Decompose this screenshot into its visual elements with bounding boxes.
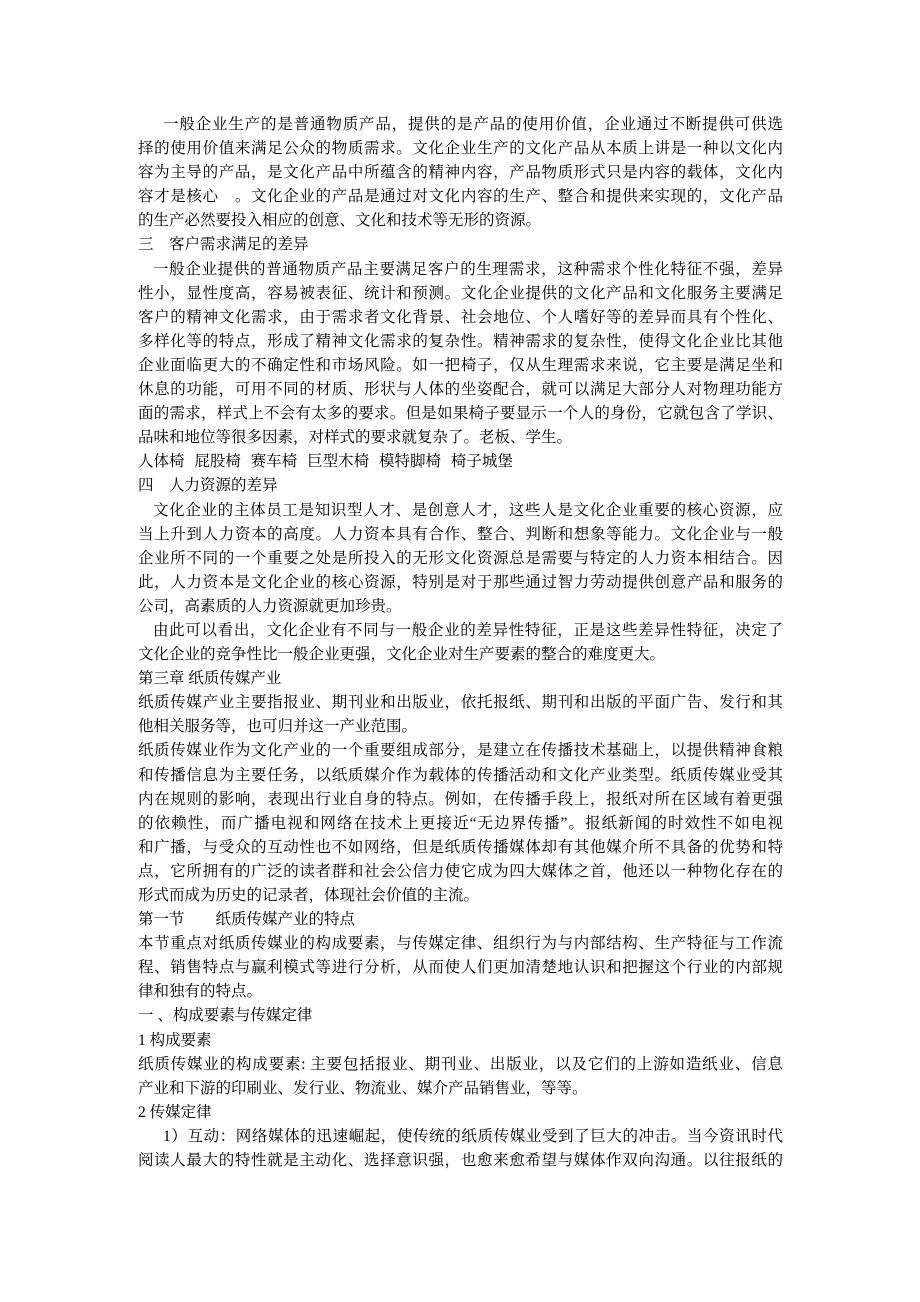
- text-line: 点，它所拥有的广泛的读者群和社会公信力使它成为四大媒体之首，他还以一种物化存在的: [138, 862, 783, 880]
- item-2-paragraph: [138, 1125, 783, 1173]
- text-line: 面的需求，样式上不会有太多的要求。但是如果椅子要显示一个人的身份，它就包含了学识、: [138, 405, 783, 423]
- text-line: 的生产必然要投入相应的创意、文化和技术等无形的资源。: [138, 212, 542, 230]
- subsection-heading: 一 、构成要素与传媒定律: [138, 1007, 313, 1025]
- text-line: 的依赖性，而广播电视和网络在技术上更接近“无边界传播”。报纸新闻的时效性不如电视: [138, 814, 783, 832]
- text-line: 客户的精神文化需求，由于需求者文化背景、社会地位、个人嗜好等的差异而具有个性化、: [138, 308, 783, 326]
- section-heading: 第一节 纸质传媒产业的特点: [138, 911, 356, 929]
- text-line: 容为主导的产品，是文化产品中所蕴含的精神内容，产品物质形式只是内容的载体，文化内: [138, 164, 783, 182]
- document-body: [138, 113, 783, 1173]
- text-line: 内在规则的影响，表现出行业自身的特点。例如，在传播手段上，报纸对所在区域有着更强: [138, 790, 783, 808]
- text-line: 当上升到人力资本的高度。人力资本具有合作、整合、判断和想象等能力。文化企业与一般: [138, 525, 783, 543]
- text-line: 阅读人最大的特性就是主动化、选择意识强，也愈来愈希望与媒体作双向沟通。以往报纸的: [138, 1152, 783, 1170]
- text-line: 文化企业的主体员工是知识型人才、是创意人才，这些人是文化企业重要的核心资源，应: [153, 501, 783, 519]
- section-4-paragraph-1: [138, 499, 783, 619]
- text-line: 纸质传媒业的构成要素: 主要包括报业、期刊业、出版业，以及它们的上游如造纸业、信息: [138, 1055, 783, 1073]
- text-line: 程、销售特点与赢利模式等进行分析，从而使人们更加清楚地认识和把握这个行业的内部规: [138, 959, 783, 977]
- chair-examples: 人体椅 屁股椅 赛车椅 巨型木椅 模特脚椅 椅子城堡: [138, 453, 513, 471]
- text-line: 容才是核心 。文化企业的产品是通过对文化内容的生产、整合和提供来实现的，文化产品: [138, 188, 783, 206]
- text-line: 性小，显性度高，容易被表征、统计和预测。文化企业提供的文化产品和文化服务主要满足: [138, 284, 783, 302]
- item-heading: 2 传媒定律: [138, 1103, 212, 1121]
- text-line: 他相关服务等，也可归并这一产业范围。: [138, 718, 418, 736]
- text-line: 一般企业生产的是普通物质产品，提供的是产品的使用价值，企业通过不断提供可供选: [163, 116, 783, 133]
- section-4-paragraph-2: [138, 619, 783, 667]
- text-line: 此，人力资本是文化企业的核心资源，特别是对于那些通过智力劳动提供创意产品和服务的: [138, 573, 783, 591]
- text-line: 和传播信息为主要任务，以纸质媒介作为载体的传播活动和文化产业类型。纸质传媒业受其: [138, 766, 783, 784]
- section-heading: 四 人力资源的差异: [138, 477, 278, 495]
- text-line: 本节重点对纸质传媒业的构成要素，与传媒定律、组织行为与内部结构、生产特征与工作流: [138, 935, 783, 953]
- item-heading: 1 构成要素: [138, 1031, 212, 1049]
- text-line: 产业和下游的印刷业、发行业、物流业、媒介产品销售业，等等。: [138, 1079, 588, 1097]
- section-1-paragraph: [138, 932, 783, 1004]
- intro-paragraph: [138, 113, 783, 233]
- text-line: 和广播，与受众的互动性也不如网络，但是纸质传播媒体却有其他媒介所不具备的优势和特: [138, 838, 783, 856]
- text-line: 公司，高素质的人力资源就更加珍贵。: [138, 597, 402, 615]
- text-line: 一般企业提供的普通物质产品主要满足客户的生理需求，这种需求个性化特征不强，差异: [153, 260, 783, 278]
- section-heading: 三 客户需求满足的差异: [138, 236, 309, 254]
- text-line: 纸质传媒业作为文化产业的一个重要组成部分，是建立在传播技术基础上，以提供精神食粮: [138, 742, 783, 760]
- text-line: 由此可以看出，文化企业有不同与一般企业的差异性特征，正是这些差异性特征，决定了: [153, 621, 783, 639]
- chapter-3-paragraph-2: [138, 739, 783, 908]
- text-line: 企业所不同的一个重要之处是所投入的无形文化资源总是需要与特定的人力资本相结合。因: [138, 549, 783, 567]
- text-line: 文化企业的竞争性比一般企业更强，文化企业对生产要素的整合的难度更大。: [138, 646, 666, 664]
- text-line: 1）互动：网络媒体的迅速崛起，使传统的纸质传媒业受到了巨大的冲击。当今资讯时代: [163, 1127, 783, 1145]
- text-line: 企业面临更大的不确定性和市场风险。如一把椅子，仅从生理需求来说，它主要是满足坐和: [138, 356, 783, 374]
- item-1-paragraph: [138, 1053, 783, 1101]
- text-line: 纸质传媒产业主要指报业、期刊业和出版业，依托报纸、期刊和出版的平面广告、发行和其: [138, 694, 783, 712]
- text-line: 形式而成为历史的记录者，体现社会价值的主流。: [138, 887, 480, 904]
- chapter-heading: 第三章 纸质传媒产业: [138, 670, 282, 688]
- text-line: 择的使用价值来满足公众的物质需求。文化企业生产的文化产品从本质上讲是一种以文化内: [138, 140, 783, 158]
- text-line: 律和独有的特点。: [138, 983, 263, 1001]
- section-3-paragraph: [138, 258, 783, 451]
- text-line: 休息的功能，可用不同的材质、形状与人体的坐姿配合，就可以满足大部分人对物理功能方: [138, 381, 783, 399]
- chapter-3-paragraph-1: [138, 691, 783, 739]
- text-line: 多样化等的特点，形成了精神文化需求的复杂性。精神需求的复杂性，使得文化企业比其他: [138, 332, 783, 350]
- text-line: 品味和地位等很多因素，对样式的要求就复杂了。老板、学生。: [138, 429, 573, 447]
